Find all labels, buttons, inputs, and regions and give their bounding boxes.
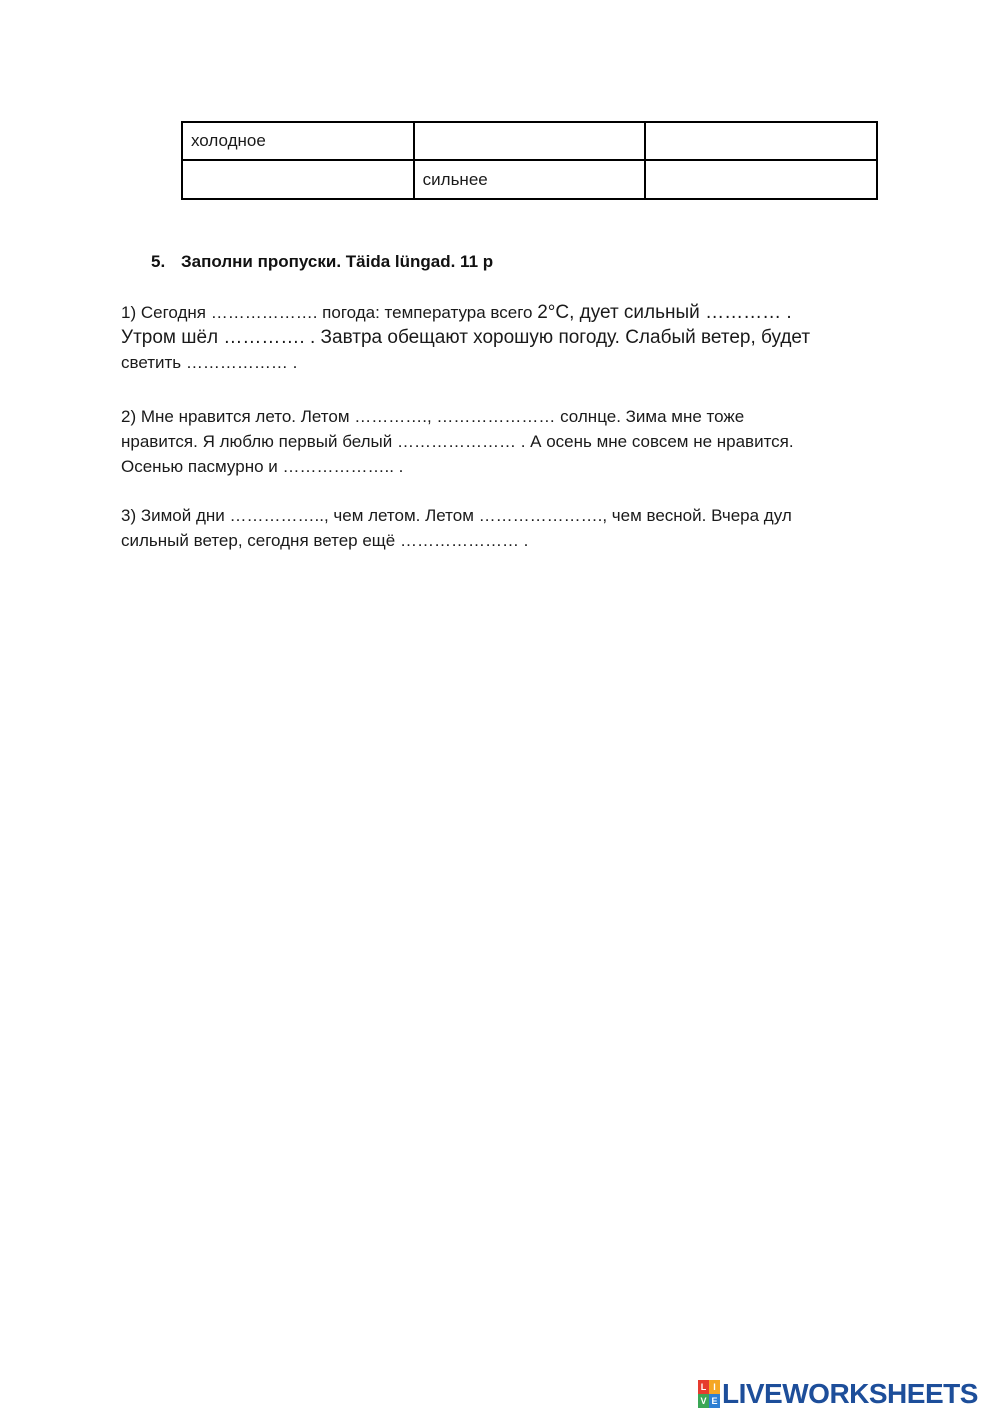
logo-text: LIVEWORKSHEETS [722,1378,978,1409]
table-row [182,122,877,160]
table-cell[interactable]: холодное [182,122,414,160]
logo-icon [698,1380,720,1408]
logo-letter: I [709,1380,720,1394]
logo-letter: V [698,1394,709,1408]
word-table [181,121,878,200]
line-text: 1) Сегодня ………………. погода: температура всего [121,303,538,322]
table-row [182,160,877,199]
logo-letter: E [709,1394,720,1408]
table-cell[interactable] [182,160,414,199]
paragraph-line: сильный ветер, сегодня ветер ещё ………………… . [121,531,529,550]
paragraph-line: светить ……………… . [121,353,298,372]
task-title: Заполни пропуски. Täida lüngad. 11 p [181,252,494,271]
paragraph-line: Осенью пасмурно и ……………….. . [121,457,404,476]
task-number: 5. [151,252,166,271]
paragraph-3 [121,503,792,553]
table-cell[interactable]: сильнее [414,160,646,199]
table-cell[interactable] [645,122,877,160]
paragraph-line: нравится. Я люблю первый белый ………………… . А осень мне совсем не нравится. [121,432,794,451]
paragraph-line: 3) Зимой дни …………….., чем летом. Летом …………………., чем весной. Вчера дул [121,506,792,525]
table-cell[interactable] [645,160,877,199]
logo-letter: L [698,1380,709,1394]
paragraph-2 [121,404,794,479]
paragraph-line: Утром шёл …………. . Завтра обещают хорошую погоду. Слабый ветер, будет [121,327,811,348]
paragraph-line: 2) Мне нравится лето. Летом …………., ………………… солнце. Зима мне тоже [121,407,745,426]
liveworksheets-logo [698,1379,978,1409]
paragraph-1 [121,300,810,375]
table-cell[interactable] [414,122,646,160]
paragraph-line [121,300,810,325]
line-text: 2°С, дует сильный ………… . [537,302,792,323]
task-heading [151,252,493,272]
